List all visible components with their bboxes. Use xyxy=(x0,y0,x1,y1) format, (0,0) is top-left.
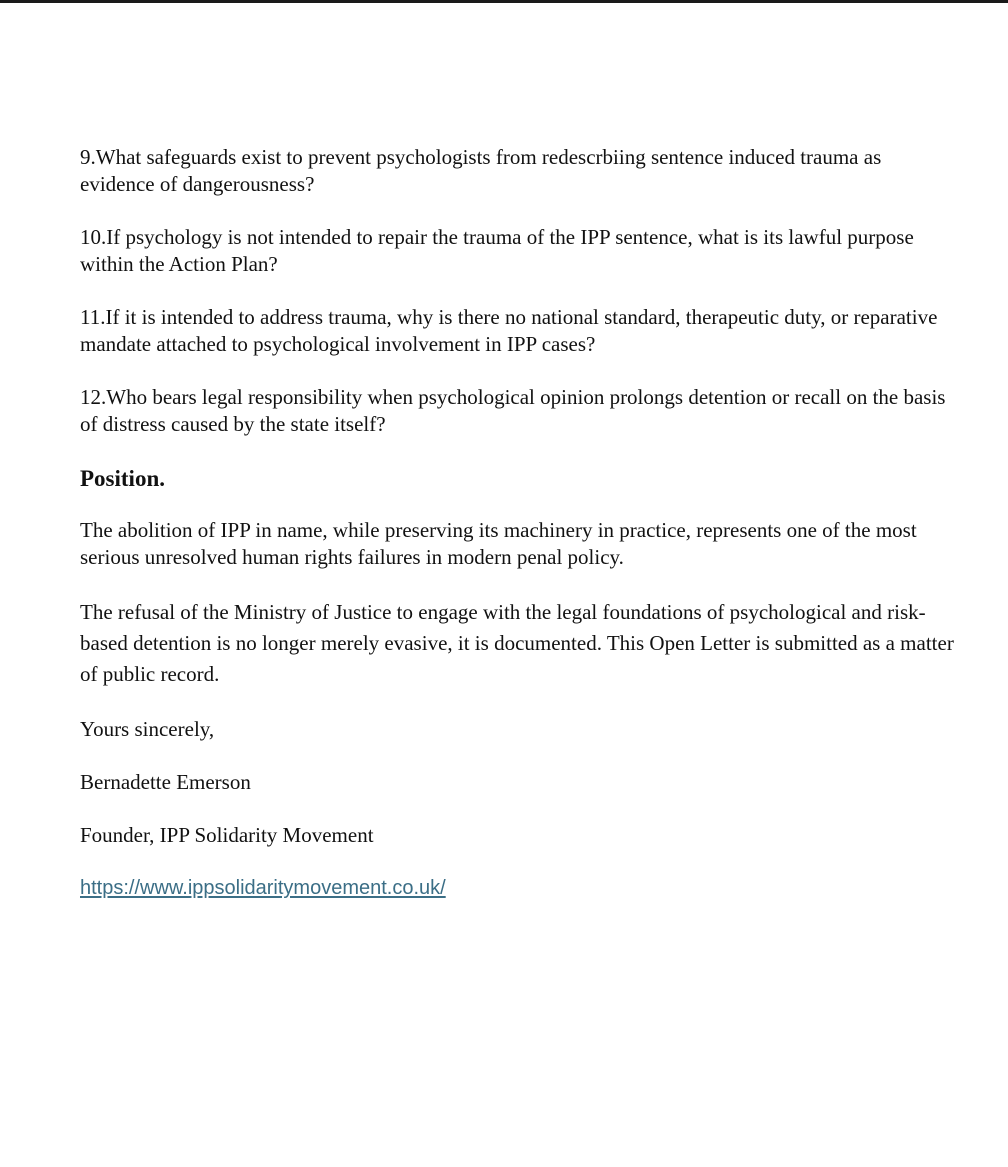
closing-salutation: Yours sincerely, xyxy=(80,717,215,741)
position-paragraph-2: The refusal of the Ministry of Justice to engage with the legal foundations of psychological and risk-based detention is no longer merely evasive, it is documented. This Open Letter is submitted as a matter of public record. xyxy=(80,600,954,686)
question-12: 12.Who bears legal responsibility when psychological opinion prolongs detention or recall on the basis of distress caused by the state itself? xyxy=(80,385,946,436)
signatory-name: Bernadette Emerson xyxy=(80,770,251,794)
question-9: 9.What safeguards exist to prevent psychologists from redescrbiing sentence induced trauma as evidence of dangerousness? xyxy=(80,145,882,196)
question-11: 11.If it is intended to address trauma, why is there no national standard, therapeutic duty, or reparative mandate attached to psychological involvement in IPP cases? xyxy=(80,305,938,356)
document-page xyxy=(80,144,960,902)
website-link[interactable]: https://www.ippsolidaritymovement.co.uk/ xyxy=(80,877,446,899)
signatory-role: Founder, IPP Solidarity Movement xyxy=(80,823,374,847)
position-paragraph-1: The abolition of IPP in name, while preserving its machinery in practice, represents one of the most serious unresolved human rights failures in modern penal policy. xyxy=(80,518,917,569)
question-10: 10.If psychology is not intended to repair the trauma of the IPP sentence, what is its lawful purpose within the Action Plan? xyxy=(80,225,914,276)
top-border xyxy=(0,0,1008,3)
position-heading: Position. xyxy=(80,466,165,491)
